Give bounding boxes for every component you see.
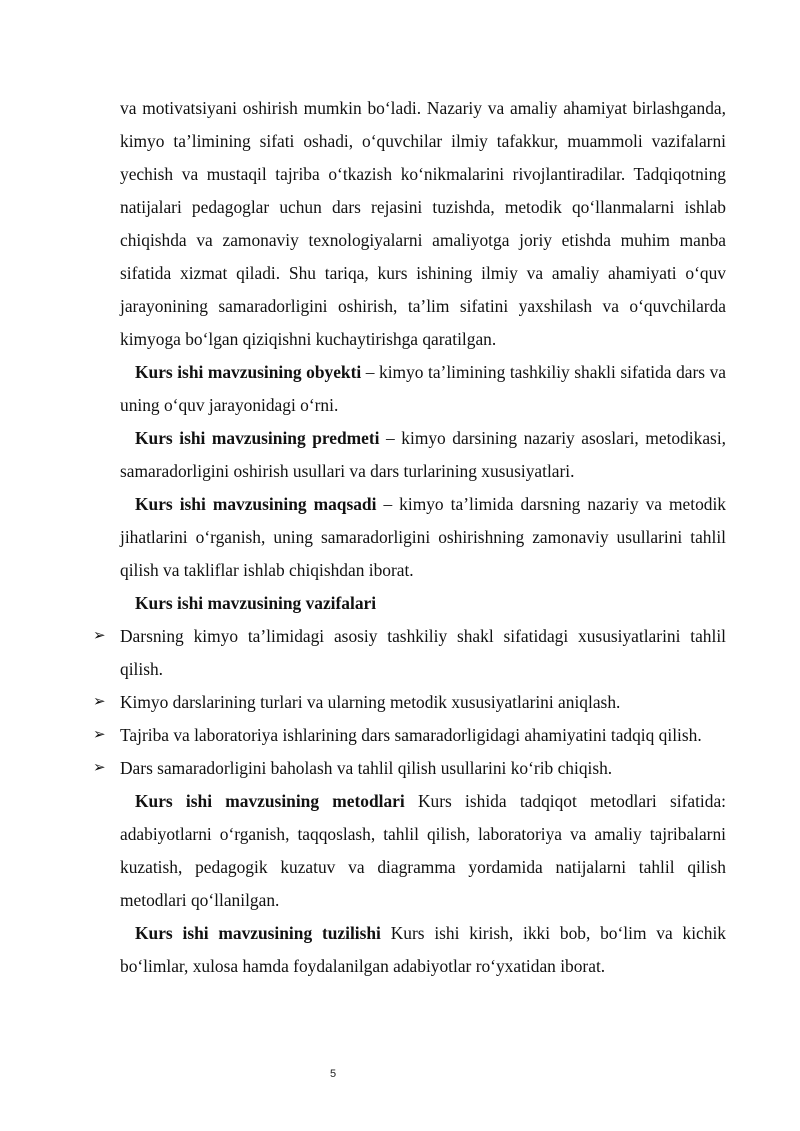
goal-text: – kimyo ta’limida darsning nazariy va metodik jihatlarini o‘rganish, uning samaradorligini oshirishning zamonaviy usullarini tahlil qilish va takliflar ishlab chiqishdan iborat.	[120, 494, 727, 580]
arrow-bullet-icon: ➢	[93, 628, 106, 644]
paragraph-goal	[120, 488, 726, 587]
methods-label: Kurs ishi mavzusining metodlari	[135, 791, 405, 811]
task-text: Kimyo darslarining turlari va ularning metodik xususiyatlarini aniqlash.	[120, 692, 621, 712]
task-text: Darsning kimyo ta’limidagi asosiy tashkiliy shakl sifatidagi xususiyatlarini tahlil qilish.	[120, 626, 726, 679]
paragraph-subject	[120, 422, 726, 488]
task-list-item	[93, 620, 726, 686]
page-number: 5	[329, 1068, 337, 1080]
structure-label: Kurs ishi mavzusining tuzilishi	[135, 923, 381, 943]
object-label: Kurs ishi mavzusining obyekti	[135, 362, 362, 382]
paragraph-methods	[120, 785, 726, 917]
subject-label: Kurs ishi mavzusining predmeti	[135, 428, 380, 448]
arrow-bullet-icon: ➢	[93, 760, 106, 776]
arrow-bullet-icon: ➢	[93, 727, 106, 743]
task-text: Tajriba va laboratoriya ishlarining dars samaradorligidagi ahamiyatini tadqiq qilish.	[120, 725, 702, 745]
paragraph-object	[120, 356, 726, 422]
body-text	[93, 92, 727, 983]
methods-text: Kurs ishida tadqiqot metodlari sifatida: adabiyotlarni o‘rganish, taqqoslash, tahlil qilish, laboratoriya va amaliy tajribalarni kuzatish, pedagogik kuzatuv va diagramma yordamida natijalarni tahlil qilish metodlari qo‘llanilgan.	[120, 791, 727, 910]
task-list-item	[93, 686, 726, 719]
structure-text: Kurs ishi kirish, ikki bob, bo‘lim va kichik bo‘limlar, xulosa hamda foydalanilgan adabiyotlar ro‘yxatidan iborat.	[120, 923, 726, 976]
paragraph-structure	[120, 917, 726, 983]
object-text: – kimyo ta’limining tashkiliy shakli sifatida dars va uning o‘quv jarayonidagi o‘rni.	[120, 362, 726, 415]
tasks-heading: Kurs ishi mavzusining vazifalari	[135, 593, 377, 613]
paragraph-intro: va motivatsiyani oshirish mumkin bo‘ladi. Nazariy va amaliy ahamiyat birlashganda, kimyo ta’limining sifati oshadi, o‘quvchilar ilmiy tafakkur, muammoli vazifalarni yechish va mustaqil tajriba o‘tkazish ko‘nikmalarini rivojlantiradilar. Tadqiqotning natijalari pedagoglar uchun dars rejasini tuzishda, metodik qo‘llanmalarni ishlab chiqishda va zamonaviy texnologiyalarni amaliyotga joriy etishda muhim manba sifatida xizmat qiladi. Shu tariqa, kurs ishining ilmiy va amaliy ahamiyati o‘quv jarayonining samaradorligini oshirish, ta’lim sifatini yaxshilash va o‘quvchilarda kimyoga bo‘lgan qiziqishni kuchaytirishga qaratilgan.	[120, 98, 726, 349]
task-list-item	[93, 719, 726, 752]
goal-label: Kurs ishi mavzusining maqsadi	[135, 494, 377, 514]
task-list-item	[93, 752, 726, 785]
subject-text: – kimyo darsining nazariy asoslari, metodikasi, samaradorligini oshirish usullari va dars turlarining xususiyatlari.	[120, 428, 726, 481]
arrow-bullet-icon: ➢	[93, 694, 106, 710]
task-text: Dars samaradorligini baholash va tahlil qilish usullarini ko‘rib chiqish.	[120, 758, 613, 778]
